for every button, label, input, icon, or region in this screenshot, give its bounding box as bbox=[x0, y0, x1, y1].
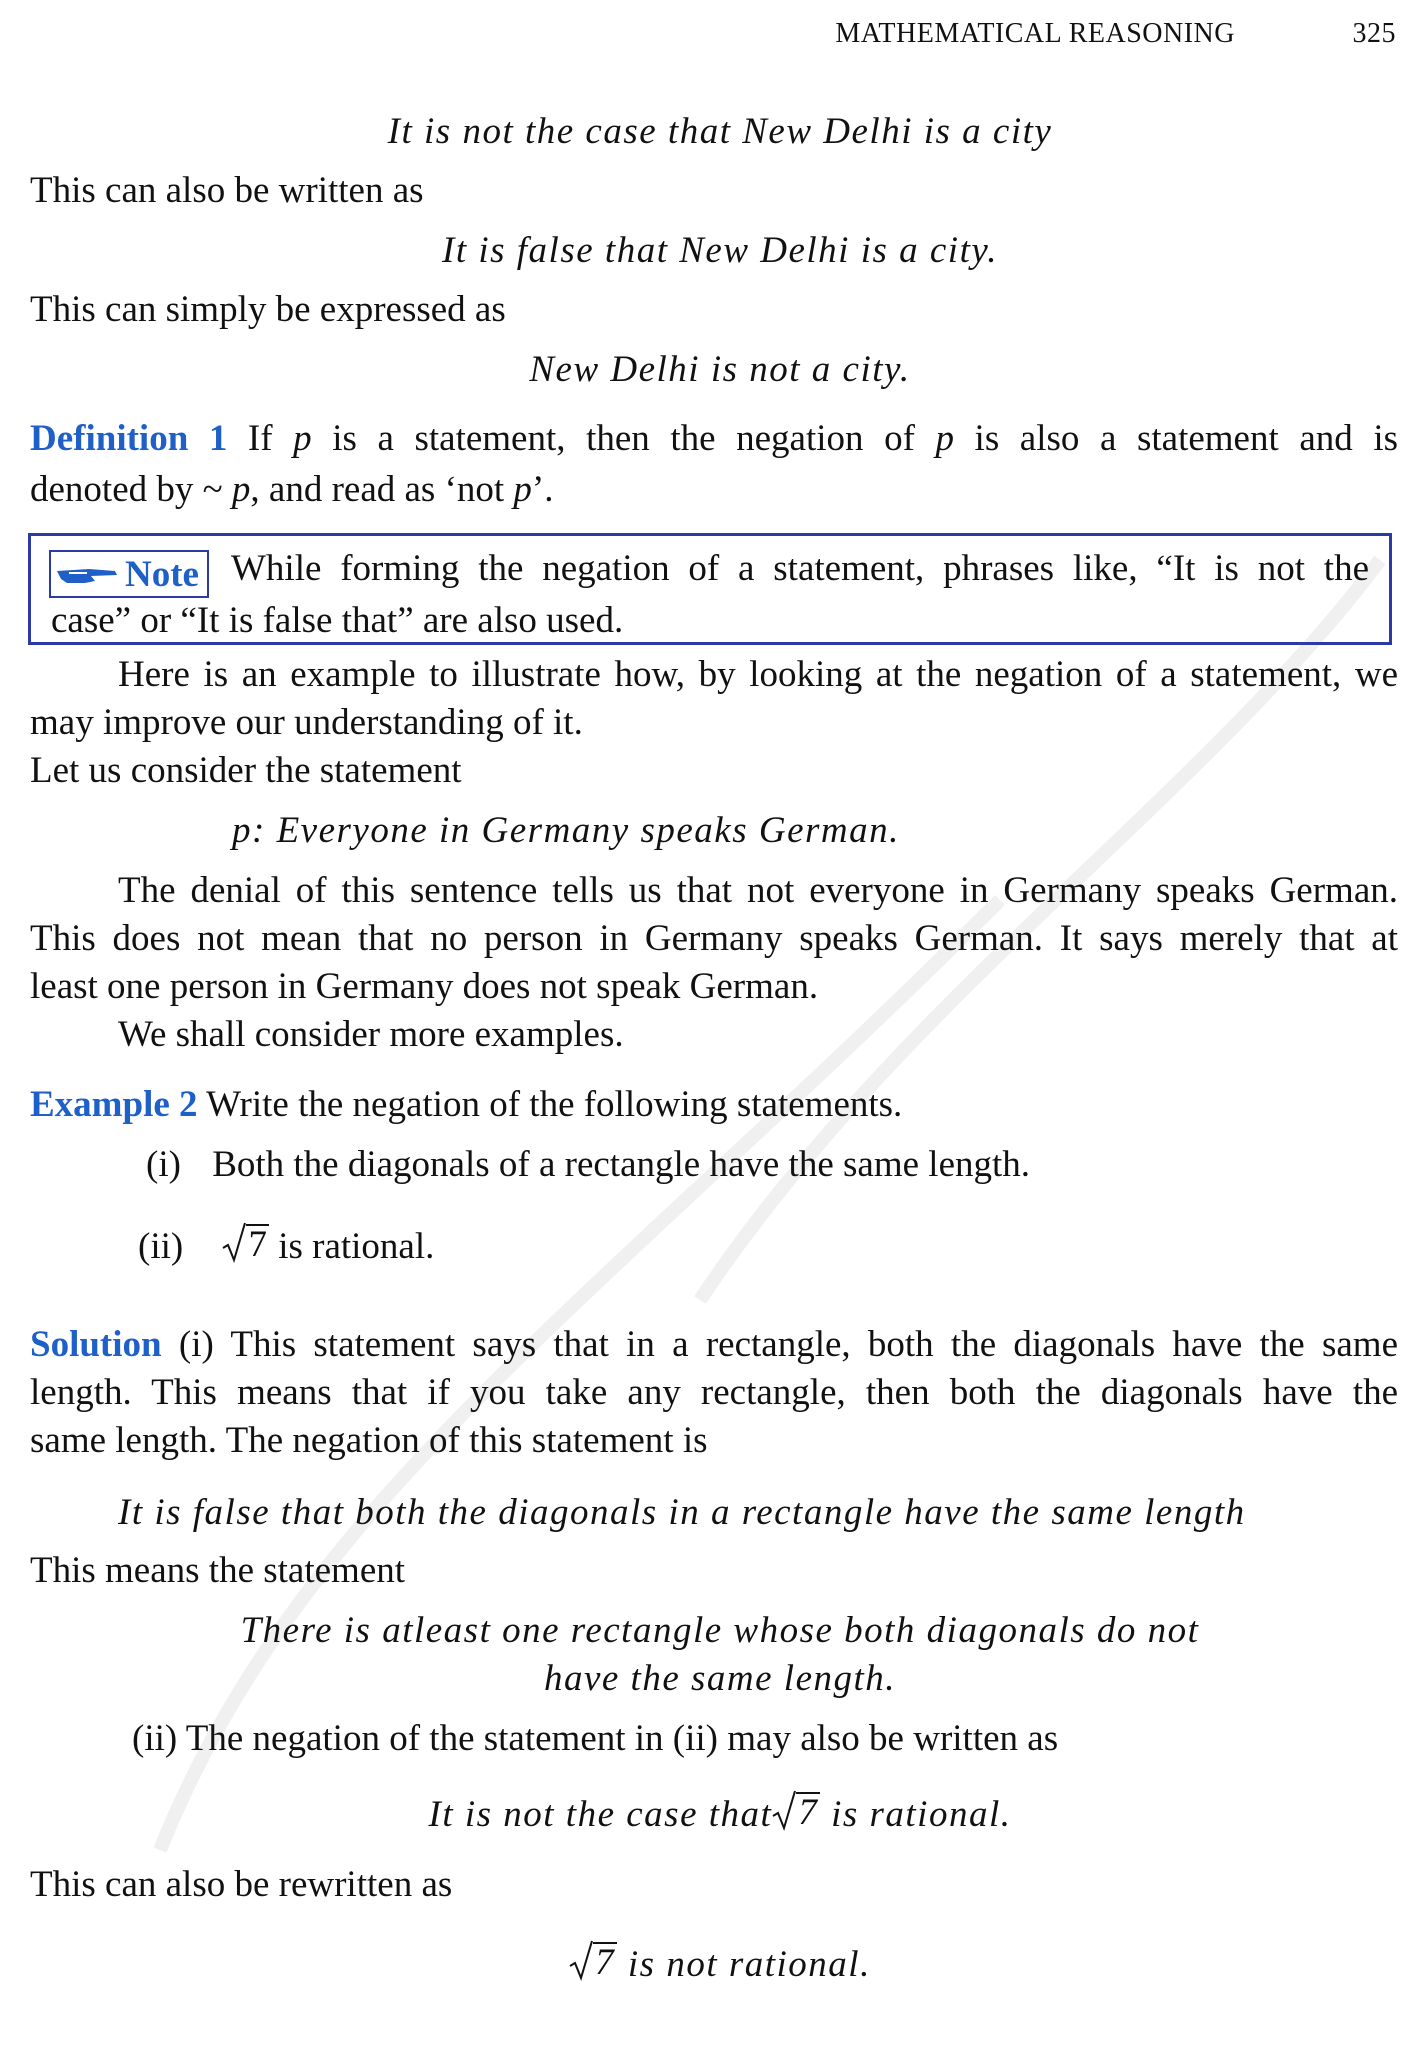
sqrt-expression bbox=[222, 1222, 269, 1264]
negation-line-2b: have the same length. bbox=[543, 1658, 897, 1699]
solution-line-5: This can also be rewritten as bbox=[30, 1864, 453, 1905]
solution-label: Solution bbox=[30, 1324, 162, 1365]
definition-line-2 bbox=[30, 465, 1398, 514]
definition-text: denoted by ~ bbox=[30, 469, 232, 510]
para2-line-1: The denial of this sentence tells us that not everyone in Germany speaks German. bbox=[118, 870, 1398, 911]
var-p: p bbox=[935, 418, 954, 459]
solution-text: (i) This statement says that in a rectangle, both the diagonals have the same bbox=[161, 1324, 1398, 1365]
item-number: (ii) bbox=[138, 1226, 184, 1267]
radicand: 7 bbox=[798, 1792, 819, 1833]
statement-line-1: It is not the case that New Delhi is a city bbox=[387, 111, 1053, 152]
para2-line-2: This does not mean that no person in Germany speaks German. It says merely that at bbox=[30, 918, 1398, 959]
para1-line-3: Let us consider the statement bbox=[30, 750, 462, 791]
solution-line-1 bbox=[30, 1320, 1398, 1369]
radical-sign-icon bbox=[222, 1222, 246, 1264]
item-number: (i) bbox=[146, 1144, 181, 1185]
text-line-2: This can also be written as bbox=[30, 170, 424, 211]
statement-line-5: New Delhi is not a city. bbox=[529, 349, 911, 390]
radicand: 7 bbox=[595, 1942, 616, 1983]
statement-p: p: Everyone in Germany speaks German. bbox=[232, 810, 900, 851]
definition-label: Definition 1 bbox=[30, 418, 228, 459]
note-box bbox=[28, 533, 1392, 645]
definition-text: ’. bbox=[531, 469, 554, 510]
note-text-line-2: case” or “It is false that” are also used. bbox=[51, 600, 624, 641]
note-text-line-1: While forming the negation of a statement, phrases like, “It is not the bbox=[231, 548, 1369, 589]
statement-line-3: It is false that New Delhi is a city. bbox=[442, 230, 998, 271]
example-heading bbox=[30, 1080, 1398, 1129]
para2-line-4: We shall consider more examples. bbox=[118, 1014, 624, 1055]
definition-text: , and read as ‘not bbox=[250, 469, 514, 510]
item-text: is rational. bbox=[268, 1226, 435, 1267]
item-text: Both the diagonals of a rectangle have the same length. bbox=[212, 1144, 1031, 1185]
solution-part-2: (ii) The negation of the statement in (ii) may also be written as bbox=[132, 1718, 1059, 1759]
definition-text: If bbox=[227, 418, 294, 459]
note-label-box bbox=[49, 550, 209, 598]
para2-line-3: least one person in Germany does not speak German. bbox=[30, 966, 819, 1007]
header-title: MATHEMATICAL REASONING bbox=[835, 18, 1235, 49]
radical-sign-icon bbox=[569, 1940, 593, 1982]
var-p: p bbox=[231, 469, 251, 510]
example-label: Example 2 bbox=[30, 1084, 198, 1125]
solution-line-3: same length. The negation of this statement is bbox=[30, 1420, 708, 1461]
negation-line-3 bbox=[0, 1790, 1420, 1839]
solution-line-4: This means the statement bbox=[30, 1550, 406, 1591]
var-p: p bbox=[513, 469, 532, 510]
sqrt-expression bbox=[569, 1940, 617, 1982]
definition-text: is a statement, then the negation of bbox=[311, 418, 936, 459]
solution-line-2: length. This means that if you take any rectangle, then both the diagonals have the bbox=[30, 1372, 1398, 1413]
sqrt-expression bbox=[772, 1790, 820, 1832]
negation-line-2a: There is atleast one rectangle whose both diagonals do not bbox=[240, 1610, 1200, 1651]
text-line-4: This can simply be expressed as bbox=[30, 289, 506, 330]
note-label: Note bbox=[125, 553, 199, 595]
page-number: 325 bbox=[1352, 18, 1396, 49]
negation-text: It is not the case that bbox=[428, 1794, 773, 1835]
example-text: Write the negation of the following statements. bbox=[197, 1084, 903, 1125]
running-header bbox=[696, 18, 1396, 50]
definition-line-1 bbox=[30, 414, 1398, 463]
negation-text: is rational. bbox=[820, 1794, 1012, 1835]
negation-text: is not rational. bbox=[617, 1944, 871, 1985]
definition-text: is also a statement and is bbox=[953, 418, 1398, 459]
radicand: 7 bbox=[248, 1224, 267, 1265]
para1-line-1: Here is an example to illustrate how, by looking at the negation of a statement, we bbox=[118, 654, 1398, 695]
pointing-hand-icon bbox=[55, 561, 119, 587]
negation-line-1: It is false that both the diagonals in a rectangle have the same length bbox=[118, 1492, 1246, 1533]
var-p: p bbox=[293, 418, 312, 459]
para1-line-2: may improve our understanding of it. bbox=[30, 702, 583, 743]
negation-line-4 bbox=[0, 1940, 1420, 1989]
example-item-1 bbox=[146, 1140, 1398, 1189]
radical-sign-icon bbox=[772, 1790, 796, 1832]
example-item-2 bbox=[138, 1222, 1398, 1271]
